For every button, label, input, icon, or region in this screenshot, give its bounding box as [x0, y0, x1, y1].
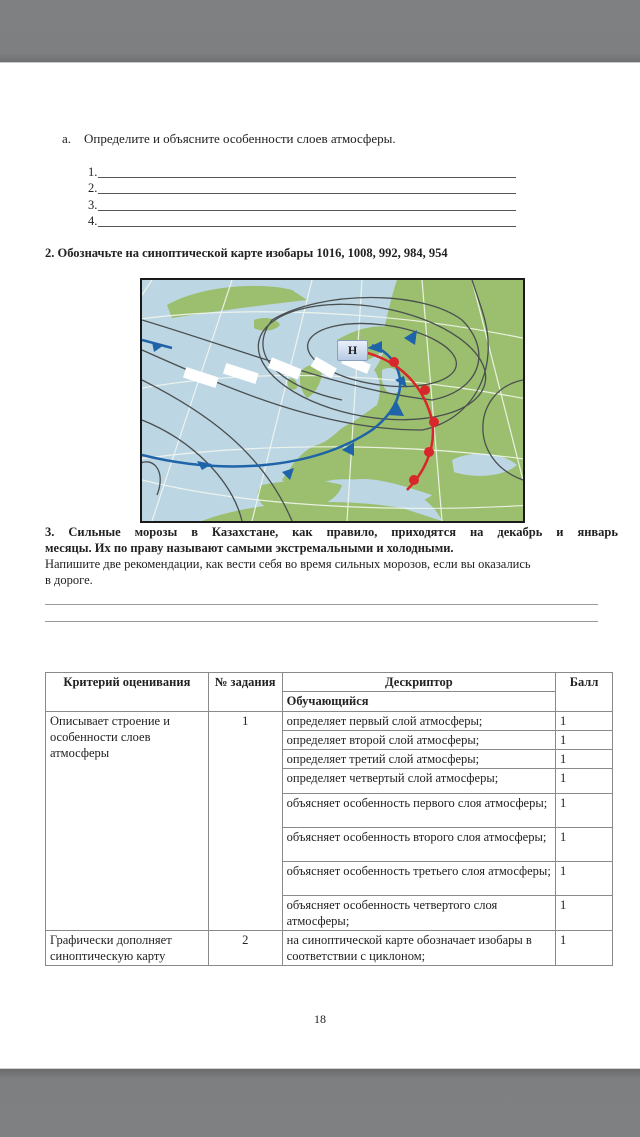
- question-3-task-line-1: Напишите две рекомендации, как вести себя во время сильных морозов, если вы оказались: [45, 557, 531, 571]
- bottom-toolbar: [0, 1068, 640, 1137]
- answer-line-1[interactable]: [88, 165, 516, 179]
- answer-line-3[interactable]: [88, 198, 516, 212]
- score-cell: 1: [556, 862, 613, 896]
- top-toolbar: [0, 0, 640, 63]
- header-descriptor-sub: Обучающийся: [282, 692, 555, 712]
- question-3-bold-line-2: месяцы. Их по праву называют самыми экстремальными и холодными.: [45, 541, 454, 555]
- criterion-cell: Описывает строение и особенности слоев атмосферы: [46, 712, 209, 931]
- answer-line-2[interactable]: [88, 181, 516, 195]
- answer-line-number: 4.: [88, 214, 98, 228]
- score-cell: 1: [556, 769, 613, 794]
- descriptor-cell: объясняет особенность второго слоя атмосферы;: [282, 828, 555, 862]
- answer-line-number: 2.: [88, 181, 98, 195]
- descriptor-cell: определяет третий слой атмосферы;: [282, 750, 555, 769]
- question-2: 2. Обозначьте на синоптической карте изобары 1016, 1008, 992, 984, 954: [45, 246, 448, 260]
- question-3-task-line-2: в дороге.: [45, 573, 93, 587]
- descriptor-cell: определяет четвертый слой атмосферы;: [282, 769, 555, 794]
- criterion-cell: Графически дополняет синоптическую карту: [46, 931, 209, 966]
- header-task-no: № задания: [208, 673, 282, 712]
- score-cell: 1: [556, 794, 613, 828]
- answer-line-4[interactable]: [88, 214, 516, 228]
- descriptor-cell: на синоптической карте обозначает изобары в соответствии с циклоном;: [282, 931, 555, 966]
- descriptor-cell: определяет второй слой атмосферы;: [282, 731, 555, 750]
- header-criterion: Критерий оценивания: [46, 673, 209, 712]
- question-3: [45, 524, 618, 588]
- descriptor-cell: объясняет особенность четвертого слоя атмосферы;: [282, 896, 555, 931]
- header-score: Балл: [556, 673, 613, 712]
- header-descriptor: Дескриптор: [282, 673, 555, 692]
- score-cell: 1: [556, 896, 613, 931]
- table-row: [46, 712, 613, 731]
- score-cell: 1: [556, 712, 613, 731]
- descriptor-cell: объясняет особенность третьего слоя атмосферы;: [282, 862, 555, 896]
- descriptor-cell: определяет первый слой атмосферы;: [282, 712, 555, 731]
- page-number: 18: [314, 1012, 326, 1026]
- table-row: [46, 931, 613, 966]
- low-pressure-label: Н: [337, 340, 368, 361]
- answer-line-q3-2[interactable]: [45, 621, 598, 622]
- score-cell: 1: [556, 931, 613, 966]
- question-3-bold-line-1: 3. Сильные морозы в Казахстане, как правило, приходятся на декабрь и январь: [45, 525, 618, 539]
- task-no-cell: 2: [208, 931, 282, 966]
- answer-line-q3-1[interactable]: [45, 604, 598, 605]
- synoptic-map: [140, 278, 525, 523]
- question-a-label: a.: [62, 131, 72, 146]
- answer-line-number: 3.: [88, 198, 98, 212]
- criteria-table: [45, 672, 613, 966]
- question-a: [62, 131, 396, 147]
- question-a-text: Определите и объясните особенности слоев атмосферы.: [84, 131, 396, 146]
- score-cell: 1: [556, 731, 613, 750]
- answer-line-number: 1.: [88, 165, 98, 179]
- descriptor-cell: объясняет особенность первого слоя атмосферы;: [282, 794, 555, 828]
- score-cell: 1: [556, 750, 613, 769]
- score-cell: 1: [556, 828, 613, 862]
- task-no-cell: 1: [208, 712, 282, 931]
